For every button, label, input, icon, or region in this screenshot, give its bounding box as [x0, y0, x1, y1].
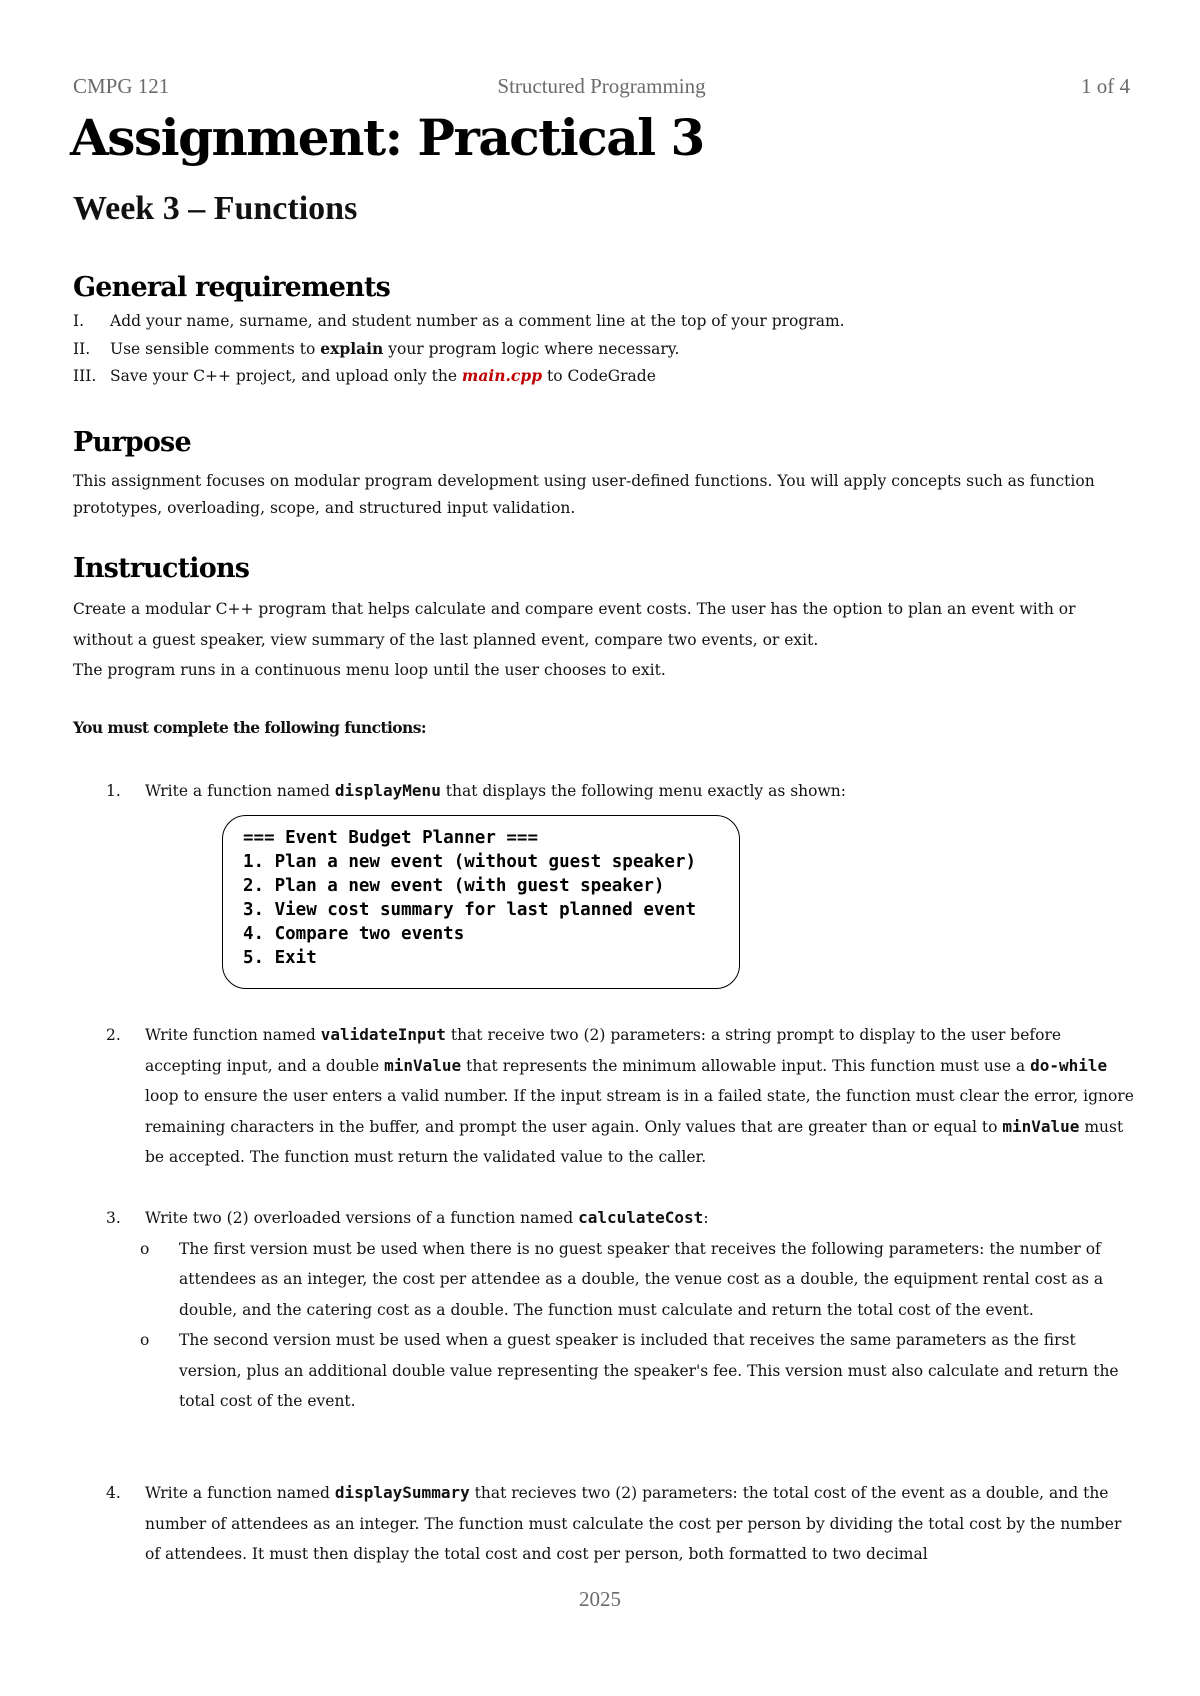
- requirement-item: [73, 312, 845, 339]
- instructions-text: [73, 594, 1135, 686]
- page-title: Assignment: Practical 3: [70, 108, 704, 167]
- emphasis-main-cpp: main.cpp: [461, 366, 543, 385]
- requirement-number: II.: [73, 340, 91, 358]
- sub-item-text: The second version must be used when a guest speaker is included that receives the same parameters as the first version, plus an additional double value representing the speaker's fee. This version must also calculate and return the total cost of the event.: [179, 1331, 1119, 1410]
- task-text-part: that displays the following menu exactly as shown:: [440, 782, 846, 800]
- menu-code-box: [222, 815, 740, 989]
- code-minValue: minValue: [384, 1055, 462, 1075]
- task-number: 2.: [106, 1026, 121, 1044]
- general-requirements-heading: General requirements: [73, 272, 391, 303]
- requirement-text: Add your name, surname, and student number as a comment line at the top of your program.: [110, 312, 845, 330]
- task-text-part: Write a function named: [145, 782, 335, 800]
- task-text-part: Write two (2) overloaded versions of a function named: [145, 1209, 579, 1227]
- task-item-4: [106, 1478, 1138, 1570]
- instructions-paragraph: Create a modular C++ program that helps calculate and compare event costs. The user has the option to plan an event with or without a guest speaker, view summary of the last planned event, compare two events, or exit.: [73, 600, 1076, 649]
- requirement-text: your program logic where necessary.: [383, 340, 680, 358]
- page-header: [73, 74, 1130, 104]
- task-text-part: loop to ensure the user enters a valid number. If the input stream is in a failed state, the function must clear the error, ignore remaining characters in the buffer, and prompt the user again. Only values that are greater than or equal to: [145, 1087, 1134, 1136]
- menu-line: 1. Plan a new event (without guest speaker): [243, 852, 697, 872]
- requirement-item: [73, 366, 845, 393]
- requirements-list: [73, 312, 845, 393]
- bullet-marker: o: [140, 1331, 150, 1349]
- task-text-part: Write a function named: [145, 1484, 335, 1502]
- page-subtitle: Week 3 – Functions: [73, 190, 358, 227]
- must-complete-label: You must complete the following functions:: [73, 718, 426, 737]
- emphasis-explain: explain: [320, 339, 384, 358]
- code-calculateCost: calculateCost: [578, 1208, 704, 1227]
- menu-line: === Event Budget Planner ===: [243, 828, 539, 848]
- task-text-part: that receive two (2) parameters: a string prompt to display to the user before accepting input, and a double: [145, 1026, 1062, 1075]
- task-text-part: :: [703, 1209, 709, 1227]
- task-item-3: [106, 1203, 1138, 1417]
- task-item-2: [106, 1020, 1138, 1173]
- task-text: [145, 1020, 1138, 1173]
- code-do-while: do-while: [1030, 1055, 1108, 1075]
- task-text-part: must be accepted. The function must return the validated value to the caller.: [145, 1117, 1124, 1166]
- instructions-loop-note: The program runs in a continuous menu loop until the user chooses to exit.: [73, 661, 666, 679]
- menu-line: 4. Compare two events: [243, 924, 465, 944]
- menu-line: 5. Exit: [243, 948, 317, 968]
- task-item-1: [106, 776, 1138, 807]
- requirement-number: I.: [73, 312, 85, 330]
- requirement-text: Use sensible comments to: [110, 340, 321, 358]
- code-validateInput: validateInput: [320, 1025, 446, 1044]
- requirement-text: to CodeGrade: [542, 367, 656, 385]
- menu-line: 2. Plan a new event (with guest speaker): [243, 876, 665, 896]
- task-number: 1.: [106, 782, 121, 800]
- task-text-part: that represents the minimum allowable input. This function must use a: [461, 1056, 1031, 1075]
- course-code: CMPG 121: [73, 74, 170, 98]
- sub-item-second-version: [140, 1325, 1138, 1417]
- task-text: [145, 1203, 1138, 1234]
- task-text: [145, 776, 1138, 807]
- task-text: [145, 1478, 1138, 1570]
- task-number: 3.: [106, 1209, 121, 1227]
- requirement-text: Save your C++ project, and upload only the: [110, 367, 462, 385]
- task-text-part: Write function named: [145, 1026, 321, 1044]
- task-number: 4.: [106, 1484, 121, 1502]
- course-subject: Structured Programming: [497, 74, 706, 98]
- menu-line: 3. View cost summary for last planned event: [243, 900, 697, 920]
- purpose-text: [73, 468, 1133, 522]
- task-text-part: that recieves two (2) parameters: the total cost of the event as a double, and the number of attendees as an integer. The function must calculate the cost per person by dividing the total cost by the number of attendees. It must then display the total cost and cost per person, both formatted to two decimal: [145, 1484, 1122, 1563]
- sub-item-text: The first version must be used when there is no guest speaker that receives the following parameters: the number of attendees as an integer, the cost per attendee as a double, the venue cost as a double, the equipment rental cost as a double, and the catering cost as a double. The function must calculate and return the total cost of the event.: [179, 1239, 1104, 1319]
- page-footer: 2025: [579, 1587, 621, 1611]
- purpose-heading: Purpose: [73, 427, 191, 458]
- sub-item-first-version: [140, 1234, 1138, 1326]
- purpose-paragraph: This assignment focuses on modular program development using user-defined functions. You will apply concepts such as function prototypes, overloading, scope, and structured input validation.: [73, 472, 1095, 517]
- requirement-item: [73, 339, 845, 366]
- code-displayMenu: displayMenu: [334, 781, 441, 800]
- bullet-marker: o: [140, 1239, 150, 1258]
- code-displaySummary: displaySummary: [334, 1483, 470, 1502]
- code-minValue: minValue: [1002, 1116, 1080, 1136]
- page-number: 1 of 4: [1081, 74, 1130, 98]
- instructions-heading: Instructions: [73, 553, 250, 584]
- requirement-number: III.: [73, 367, 97, 385]
